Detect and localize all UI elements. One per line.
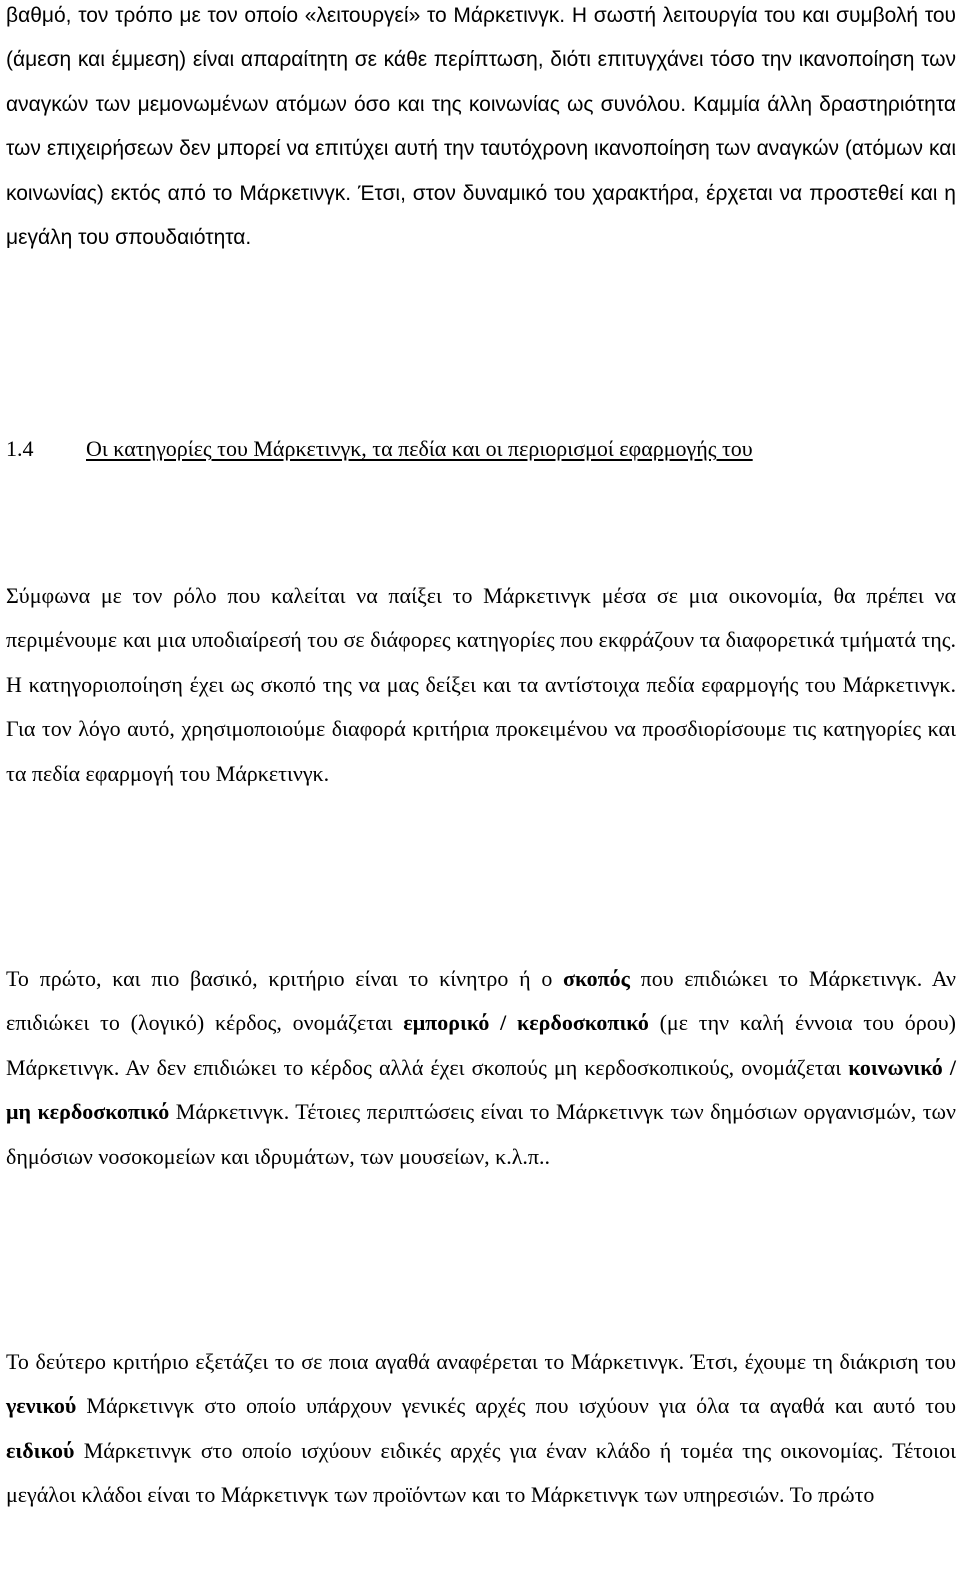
text-span: Το δεύτερο κριτήριο εξετάζει το σε ποια αγαθά αναφέρεται το Μάρκετινγκ. Έτσι, έχουμε τη διάκριση του [6, 1349, 956, 1374]
text-span: Μάρκετινγκ. Τέτοιες περιπτώσεις είναι το Μάρκετινγκ των δημόσιων οργανισμών, των δημόσιων νοσοκομείων και ιδρυμάτων, των μουσείων, κ.λ.π.. [6, 1099, 956, 1169]
bold-term: γενικού [6, 1393, 77, 1419]
paragraph-categories: Σύμφωνα με τον ρόλο που καλείται να παίξει το Μάρκετινγκ μέσα σε μια οικονομία, θα πρέπει να περιμένουμε και μια υποδιαίρεσή του σε διάφορες κατηγορίες που εκφράζουν τα διαφορετικά τμήματά της. Η κατηγοριοποίηση έχει ως σκοπό της να μας δείξει και τα αντίστοιχα πεδία εφαρμογής του Μάρκετινγκ. Για τον λόγο αυτό, χρησιμοποιούμε διαφορά κριτήρια προκειμένου να προσδιορίσουμε τις κατηγορίες και τα πεδία εφαρμογή του Μάρκετινγκ. [6, 583, 956, 786]
text-span: Μάρκετινγκ στο οποίο ισχύουν ειδικές αρχές για έναν κλάδο ή τομέα της οικονομίας. Τέτοιοι μεγάλοι κλάδοι είναι το Μάρκετινγκ των προϊόντων και το Μάρκετινγκ των υπηρεσιών. Το πρώτο [6, 1437, 956, 1508]
text-span: Μάρκετινγκ στο οποίο υπάρχουν γενικές αρχές που ισχύουν για όλα τα αγαθά και αυτό του [76, 1393, 956, 1419]
paragraph-second-criterion [6, 1340, 956, 1518]
text-span: (με την καλή έννοια του όρου) Μάρκετινγκ. Αν δεν επιδιώκει το κέρδος αλλά έχει σκοπούς μη κερδοσκοπικούς, ονομάζεται [6, 1010, 956, 1080]
bold-term: σκοπός [563, 966, 630, 991]
bold-term: εμπορικό / κερδοσκοπικό [403, 1010, 649, 1036]
paragraph-intro: βαθμό, τον τρόπο με τον οποίο «λειτουργεί» το Μάρκετινγκ. Η σωστή λειτουργία του και συμβολή του (άμεση και έμμεση) είναι απαραίτητη σε κάθε περίπτωση, διότι επιτυγχάνει τόσο την ικανοποίηση των αναγκών των μεμονωμένων ατόμων όσο και της κοινωνίας ως συνόλου. Καμμία άλλη δραστηριότητα των επιχειρήσεων δεν μπορεί να επιτύχει αυτή την ταυτόχρονη ικανοποίηση των αναγκών (ατόμων και κοινωνίας) εκτός από το Μάρκετινγκ. Έτσι, στον δυναμικό του χαρακτήρα, έρχεται να προστεθεί και η μεγάλη του σπουδαιότητα. [6, 4, 956, 250]
section-title: Οι κατηγορίες του Μάρκετινγκ, τα πεδία και οι περιορισμοί εφαρμογής του [86, 436, 753, 461]
bold-term: κοινωνικό / μη κερδοσκοπικό [6, 1054, 957, 1125]
paragraph-first-criterion [6, 957, 956, 1179]
section-heading [6, 427, 956, 471]
section-number: 1.4 [6, 436, 34, 461]
text-span: που επιδιώκει το Μάρκετινγκ. Αν επιδιώκει το (λογικό) κέρδος, ονομάζεται [6, 966, 956, 1036]
text-span: Το πρώτο, και πιο βασικό, κριτήριο είναι το κίνητρο ή ο [6, 966, 564, 991]
bold-term: ειδικού [6, 1437, 75, 1463]
